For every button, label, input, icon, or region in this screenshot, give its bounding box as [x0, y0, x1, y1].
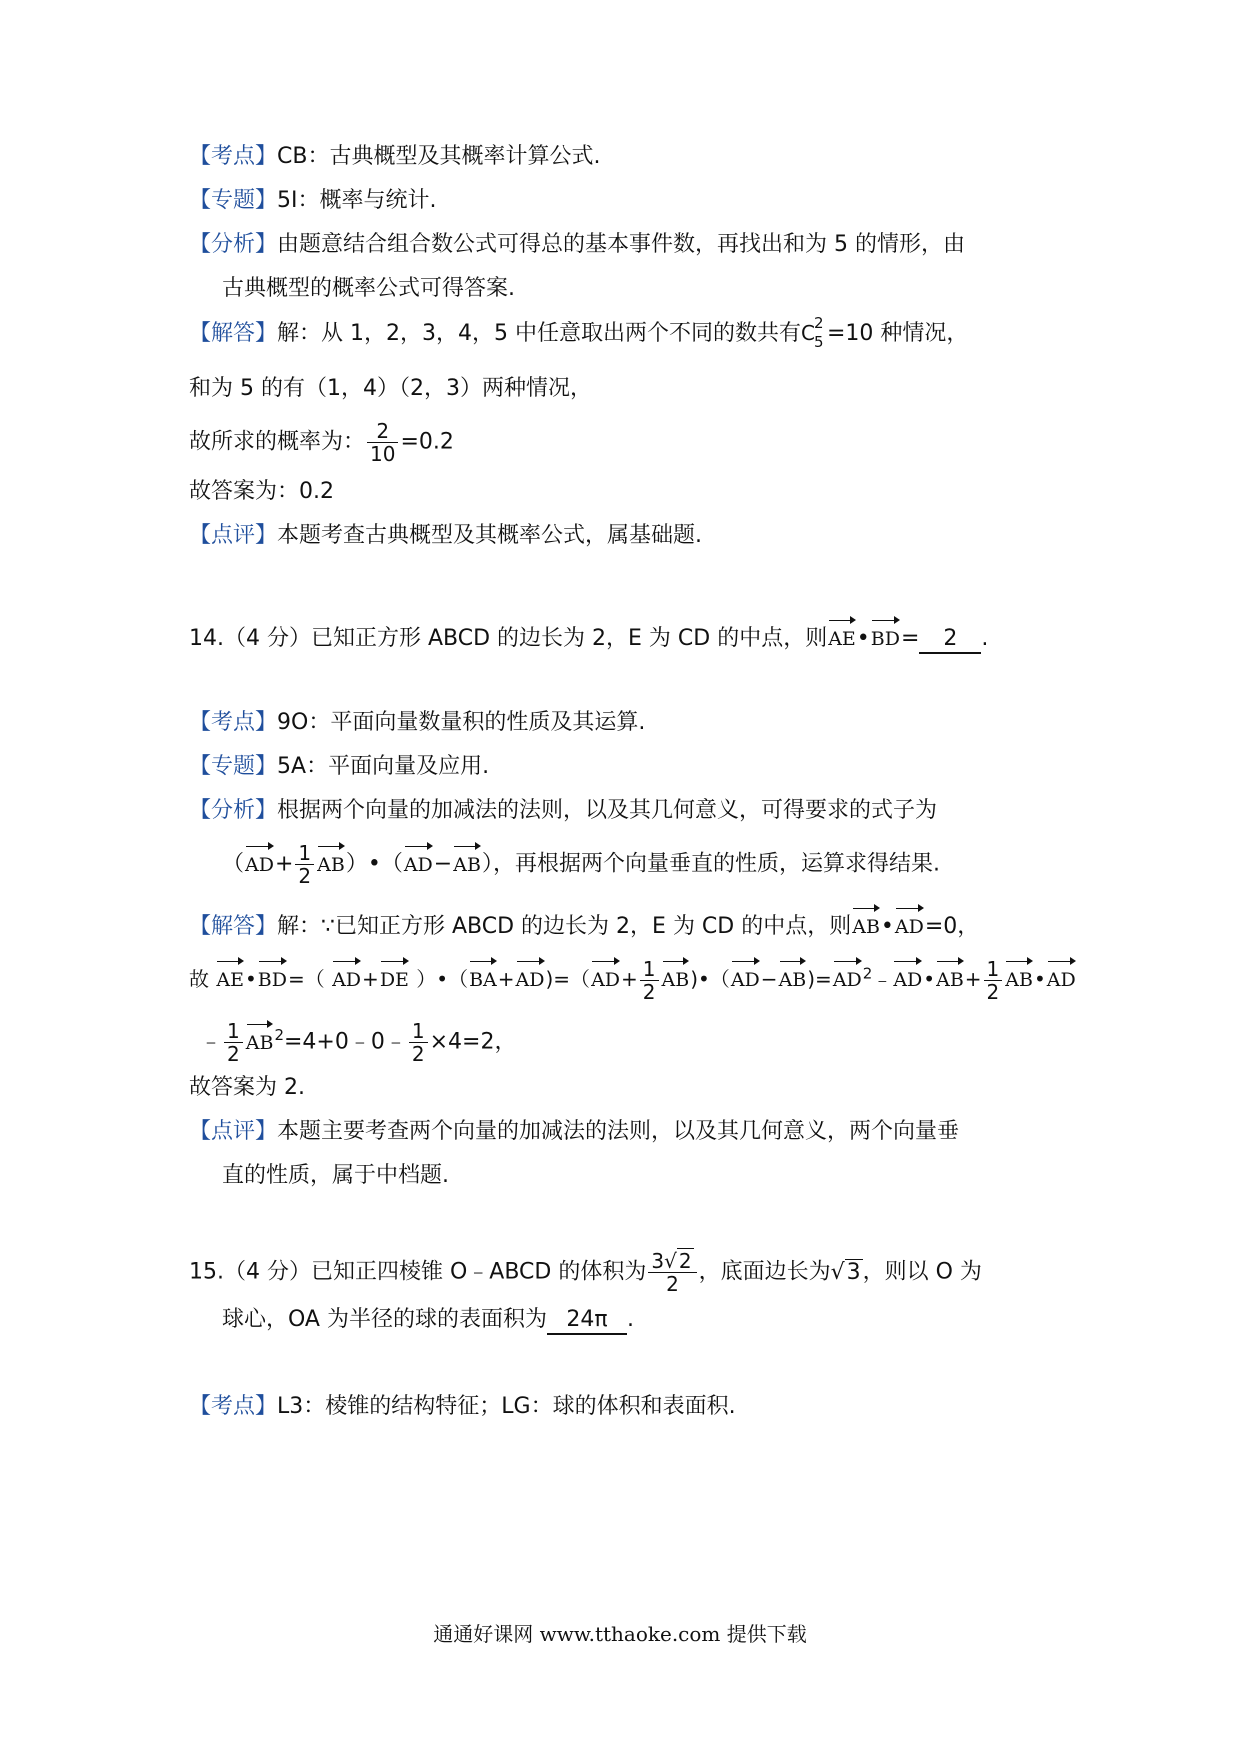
vector-ad: AD [893, 959, 922, 995]
answer-blank: 2 [919, 626, 981, 654]
zhuanti-tag: 【专题】 [189, 188, 278, 213]
s14-answer: 故答案为 2. [189, 1075, 305, 1100]
vector-bd: BD [871, 618, 900, 654]
s13-sum-cases: 和为 5 的有（1，4）（2，3）两种情况， [189, 376, 592, 401]
zhuanti-tag: 【专题】 [189, 754, 278, 779]
question-15: 15.（4 分）已知正四棱锥 O﹣ABCD 的体积为 $\frac{3√ 2}{2}$ ，底面边长为√3，则以 O 为 [189, 1249, 982, 1296]
vector-ab: AB [779, 959, 807, 995]
kaodian-tag: 【考点】 [189, 144, 278, 169]
vector-ab: AB [662, 959, 690, 995]
jieda-text-b: =10 种情况， [827, 321, 969, 346]
kaodian-tag: 【考点】 [189, 710, 278, 735]
vector-ab: AB [936, 959, 964, 995]
dianping-text: 本题考查古典概型及其概率公式，属基础题. [277, 523, 703, 548]
vector-ad: AD [1047, 959, 1076, 995]
kaodian-text: CB：古典概型及其概率计算公式. [277, 144, 601, 169]
vector-ab: AB [852, 906, 880, 942]
vector-bd: BD [258, 959, 287, 995]
question-14: 14.（4 分）已知正方形 ABCD 的边长为 2，E 为 CD 的中点，则AE•BD= 2 . [189, 618, 988, 654]
fenxi-tag: 【分析】 [189, 232, 278, 257]
dianping-tag: 【点评】 [189, 523, 278, 548]
vector-ad: AD [516, 959, 545, 995]
s14-derivation-1: 故 AE•BD=（ AD+DE ）•（BA+AD)=（AD+ $\frac{1}{2}$ $AB)•(AD-AB)=AD^2﹣AD•AB+$ $\frac{1}{2}$ AB•AD [189, 957, 1076, 1004]
question-15-cont: 球心，OA 为半径的球的表面积为 24π . [222, 1305, 634, 1335]
zhuanti-text: 5A：平面向量及应用. [277, 754, 490, 779]
vector-ab: AB [246, 1022, 274, 1058]
vector-ad: AD [895, 906, 924, 942]
s15-kaodian [189, 1392, 736, 1422]
vector-ad: AD [731, 959, 760, 995]
vector-ae: AE [216, 959, 244, 995]
fraction-1-2: $\frac{1}{2}$ [640, 958, 659, 1003]
vector-ad: AD [404, 844, 433, 880]
jieda-text: 解：从 1，2，3，4，5 中任意取出两个不同的数共有 [277, 321, 801, 346]
s14-fenxi [189, 796, 937, 826]
fraction-1-2: $\frac{1}{2}$ [984, 958, 1003, 1003]
sqrt-2: √ 2 [664, 1249, 692, 1273]
fraction-volume: $\frac{3√ 2}{2}$ [648, 1250, 696, 1295]
page-footer: 通通好课网 www.tthaoke.com 提供下载 [433, 1622, 807, 1646]
vector-ab: AB [1005, 959, 1033, 995]
dianping-text: 本题主要考查两个向量的加减法的法则，以及其几何意义，两个向量垂 [277, 1119, 960, 1144]
jieda-tag: 【解答】 [189, 321, 278, 346]
jieda-tag: 【解答】 [189, 914, 278, 939]
vector-ab: AB [317, 844, 345, 880]
s13-answer: 故答案为：0.2 [189, 479, 334, 504]
sqrt-3: √3 [830, 1259, 861, 1285]
s13-probability: 故所求的概率为： $\frac{2}{10}$ =0.2 [189, 419, 454, 466]
s14-kaodian [189, 708, 645, 738]
combination-c-5-2: C 2 5 [801, 314, 824, 351]
vector-ba: BA [469, 959, 497, 995]
s13-fenxi-cont: 古典概型的概率公式可得答案. [222, 276, 515, 301]
s13-jieda [189, 314, 969, 351]
kaodian-text: L3：棱锥的结构特征；LG：球的体积和表面积. [277, 1394, 736, 1419]
kaodian-tag: 【考点】 [189, 1394, 278, 1419]
fraction-1-2: $\frac{1}{2}$ [224, 1020, 243, 1065]
s13-fenxi [189, 230, 965, 260]
fenxi-text: 根据两个向量的加减法的法则，以及其几何意义，可得要求的式子为 [277, 798, 938, 823]
answer-blank: 24π [547, 1307, 627, 1335]
fenxi-tag: 【分析】 [189, 798, 278, 823]
s14-dianping-cont: 直的性质，属于中档题. [222, 1163, 449, 1188]
s14-fenxi-formula: （AD+ $\frac{1}{2}$ AB）•（AD−AB），再根据两个向量垂直的性质，运算求得结果. [222, 841, 940, 888]
kaodian-text: 9O：平面向量数量积的性质及其运算. [277, 710, 646, 735]
fenxi-text: 由题意结合组合数公式可得总的基本事件数，再找出和为 5 的情形，由 [277, 232, 966, 257]
vector-ad: AD [332, 959, 361, 995]
vector-ad: AD [833, 959, 862, 995]
vector-ab: AB [453, 844, 481, 880]
vector-ae: AE [828, 618, 856, 654]
fraction-1-2: $\frac{1}{2}$ [409, 1020, 428, 1065]
vector-ad: AD [591, 959, 620, 995]
vector-de: DE [380, 959, 409, 995]
s14-zhuanti [189, 752, 489, 782]
jieda-text: 解：∵已知正方形 ABCD 的边长为 2，E 为 CD 的中点，则 [277, 914, 852, 939]
s14-dianping [189, 1117, 959, 1147]
s13-dianping [189, 521, 702, 551]
s13-zhuanti [189, 186, 437, 216]
vector-ad: AD [245, 844, 274, 880]
s14-derivation-2: ﹣ $\frac{1}{2}$ $AB^2=4+0﹣0﹣$ $\frac{1}{2}$ ×4=2， [200, 1019, 517, 1066]
s13-kaodian [189, 142, 600, 172]
fraction-2-10: $\frac{2}{10}$ [367, 420, 398, 465]
zhuanti-text: 5I：概率与统计. [277, 188, 437, 213]
dianping-tag: 【点评】 [189, 1119, 278, 1144]
s14-jieda: 【解答】解：∵已知正方形 ABCD 的边长为 2，E 为 CD 的中点，则AB•AD=0， [189, 906, 979, 942]
fraction-1-2: $\frac{1}{2}$ [295, 842, 314, 887]
